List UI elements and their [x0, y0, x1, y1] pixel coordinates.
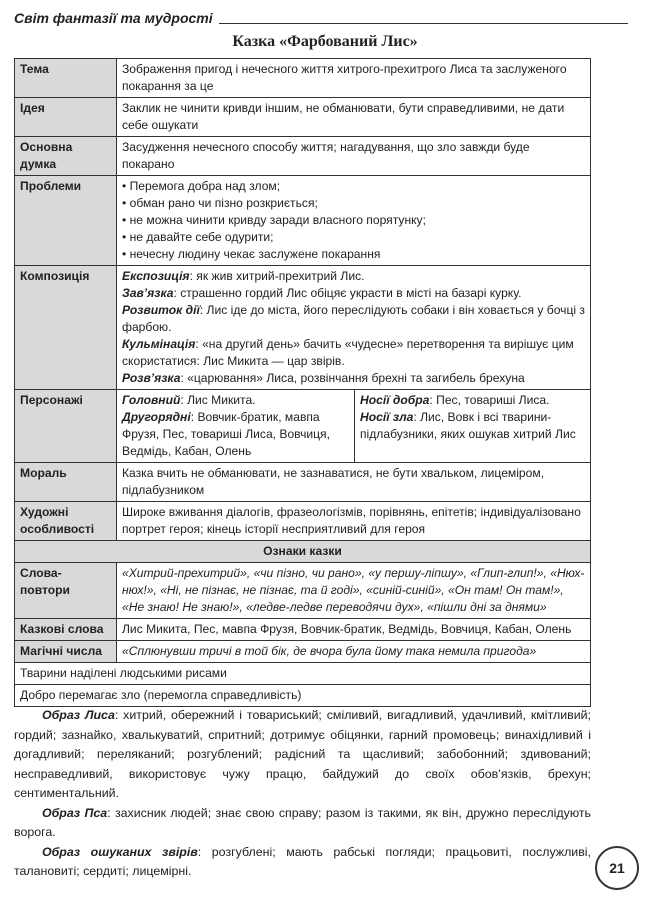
- character-group: [360, 392, 585, 409]
- table-row: [15, 463, 591, 502]
- composition-text: : Лис іде до міста, його переслідують собаки і він ховається у бочці з фарбою.: [122, 303, 585, 334]
- row-value: Зображення пригод і нечесного життя хитрого-прехитрого Лиса та заслуженого покарання за це: [117, 59, 591, 98]
- header-title: Світ фантазії та мудрості: [14, 10, 213, 26]
- row-value: [117, 176, 591, 266]
- image-paragraph: [14, 706, 591, 804]
- section-header: Ознаки казки: [15, 541, 591, 563]
- row-label: Проблеми: [15, 176, 117, 266]
- image-text: : розгублені; мають рабські погляди; працьовиті, послужливі, талановиті; сердиті; лицемірні.: [14, 844, 592, 878]
- character-images: [14, 706, 591, 882]
- image-term: Образ Лиса: [42, 708, 115, 722]
- row-value: Лис Микита, Пес, мавпа Фрузя, Вовчик-братик, Ведмідь, Вовчиця, Кабан, Олень: [117, 619, 591, 641]
- table-row: [15, 619, 591, 641]
- table-row: [15, 502, 591, 541]
- row-value: Заклик не чинити кривди іншим, не обманювати, бути справедливими, не дати себе ошукати: [117, 98, 591, 137]
- row-value: Тварини наділені людськими рисами: [15, 663, 591, 685]
- composition-text: : страшенно гордий Лис обіцяє украсти в місті на базарі курку.: [173, 286, 522, 300]
- row-label: Магічні числа: [15, 641, 117, 663]
- image-paragraph: [14, 804, 591, 843]
- list-item: • обман рано чи пізно розкриється;: [122, 195, 585, 212]
- composition-item: [122, 285, 585, 302]
- row-value: [117, 266, 591, 390]
- character-text: : Пес, товариші Лиса.: [429, 393, 550, 407]
- table-row: [15, 98, 591, 137]
- character-group: [122, 392, 349, 409]
- composition-item: [122, 336, 585, 370]
- row-value: Широке вживання діалогів, фразеологізмів, порівнянь, епітетів; індивідуалізовано портрет героя; кінець історії несприятливий для героя: [117, 502, 591, 541]
- composition-item: [122, 302, 585, 336]
- character-group: [122, 409, 349, 460]
- page-header: [14, 8, 628, 28]
- row-label: Казкові слова: [15, 619, 117, 641]
- page-number: 21: [595, 846, 639, 890]
- character-term: Головний: [122, 393, 181, 407]
- composition-term: Кульмінація: [122, 337, 196, 351]
- image-term: Образ ошуканих звірів: [42, 844, 198, 859]
- composition-term: Зав’язка: [122, 286, 174, 300]
- row-value: Добро перемагає зло (перемогла справедливість): [15, 685, 591, 707]
- row-label: Ідея: [15, 98, 117, 137]
- composition-term: Розвиток дії: [122, 303, 200, 317]
- character-text: : Вовчик-братик, мавпа Фрузя, Пес, товариші Лиса, Вовчиця, Ведмідь, Кабан, Олень: [122, 410, 330, 458]
- table-row: [15, 641, 591, 663]
- image-text: : хитрий, обережний і товариський; сміливий, вигадливий, удачливий, кмітливий; гордий; зазнайко, хвалькуватий, спритний; дотримує обіцянки, гарний промовець; винахідливий і догадливий; переляканий; розгублений; радісний та щасливий; забобонний; здивований; несправедливий, використовує чужу працю, байдужий до своїх обов’язків, брехун; сентиментальний.: [14, 708, 591, 800]
- page-title: Казка «Фарбований Лис»: [232, 33, 418, 50]
- row-value: Засудження нечесного способу життя; нагадування, що зло завжди буде покарано: [117, 137, 591, 176]
- table-row: [15, 137, 591, 176]
- composition-text: : як жив хитрий-прехитрий Лис.: [189, 269, 365, 283]
- table-row: [15, 663, 591, 685]
- list-item: • не давайте себе одурити;: [122, 229, 585, 246]
- row-label: Композиція: [15, 266, 117, 390]
- table-row: [15, 59, 591, 98]
- character-text: : Лис, Вовк і всі тварини-підлабузники, яких ошукав хитрий Лис: [360, 410, 576, 441]
- character-term: Носії зла: [360, 410, 414, 424]
- character-term: Другорядні: [122, 410, 191, 424]
- header-rule: [219, 23, 628, 24]
- table-row: [15, 390, 591, 463]
- row-label: Мораль: [15, 463, 117, 502]
- character-term: Носії добра: [360, 393, 430, 407]
- table-row: [15, 685, 591, 707]
- image-term: Образ Пса: [42, 805, 108, 820]
- row-value: «Хитрий-прехитрий», «чи пізно, чи рано», «у першу-ліпшу», «Глип-глип!», «Нюх-нюх!», «Ні, не пізнає, не пізнає, та й годі», «синій-синій», «Он там! Он там!», «Не знаю! Не знаю!», «ледве-ледве переводячи дух», «пішли дні за днями»: [117, 563, 591, 619]
- tale-analysis-table: [14, 58, 591, 707]
- row-value: «Сплюнувши тричі в той бік, де вчора була йому така немила пригода»: [117, 641, 591, 663]
- characters-main-cell: [117, 390, 355, 463]
- composition-term: Експозиція: [122, 269, 190, 283]
- list-item: • нечесну людину чекає заслужене покарання: [122, 246, 585, 263]
- composition-item: [122, 370, 585, 387]
- image-text: : захисник людей; знає свою справу; разом із такими, як він, дружно переслідують ворога.: [14, 805, 591, 839]
- composition-term: Розв’язка: [122, 371, 181, 385]
- row-label: Основна думка: [15, 137, 117, 176]
- character-text: : Лис Микита.: [180, 393, 256, 407]
- table-row: [15, 176, 591, 266]
- image-paragraph: [14, 843, 591, 882]
- row-label: Тема: [15, 59, 117, 98]
- row-label: Слова-повтори: [15, 563, 117, 619]
- table-row: [15, 563, 591, 619]
- composition-text: : «царювання» Лиса, розвінчання брехні та загибель брехуна: [180, 371, 525, 385]
- table-row: [15, 541, 591, 563]
- composition-text: : «на другий день» бачить «чудесне» перетворення та вирішує цим скористатися: Лис Микита — цар звірів.: [122, 337, 574, 368]
- list-item: • Перемога добра над злом;: [122, 178, 585, 195]
- row-value: Казка вчить не обманювати, не зазнаватися, не бути хвальком, лицеміром, підлабузником: [117, 463, 591, 502]
- table-row: [15, 266, 591, 390]
- character-group: [360, 409, 585, 443]
- row-label: Персонажі: [15, 390, 117, 463]
- characters-moral-cell: [355, 390, 591, 463]
- list-item: • не можна чинити кривду заради власного порятунку;: [122, 212, 585, 229]
- row-label: Художні особливості: [15, 502, 117, 541]
- problems-list: [122, 178, 585, 263]
- composition-item: [122, 268, 585, 285]
